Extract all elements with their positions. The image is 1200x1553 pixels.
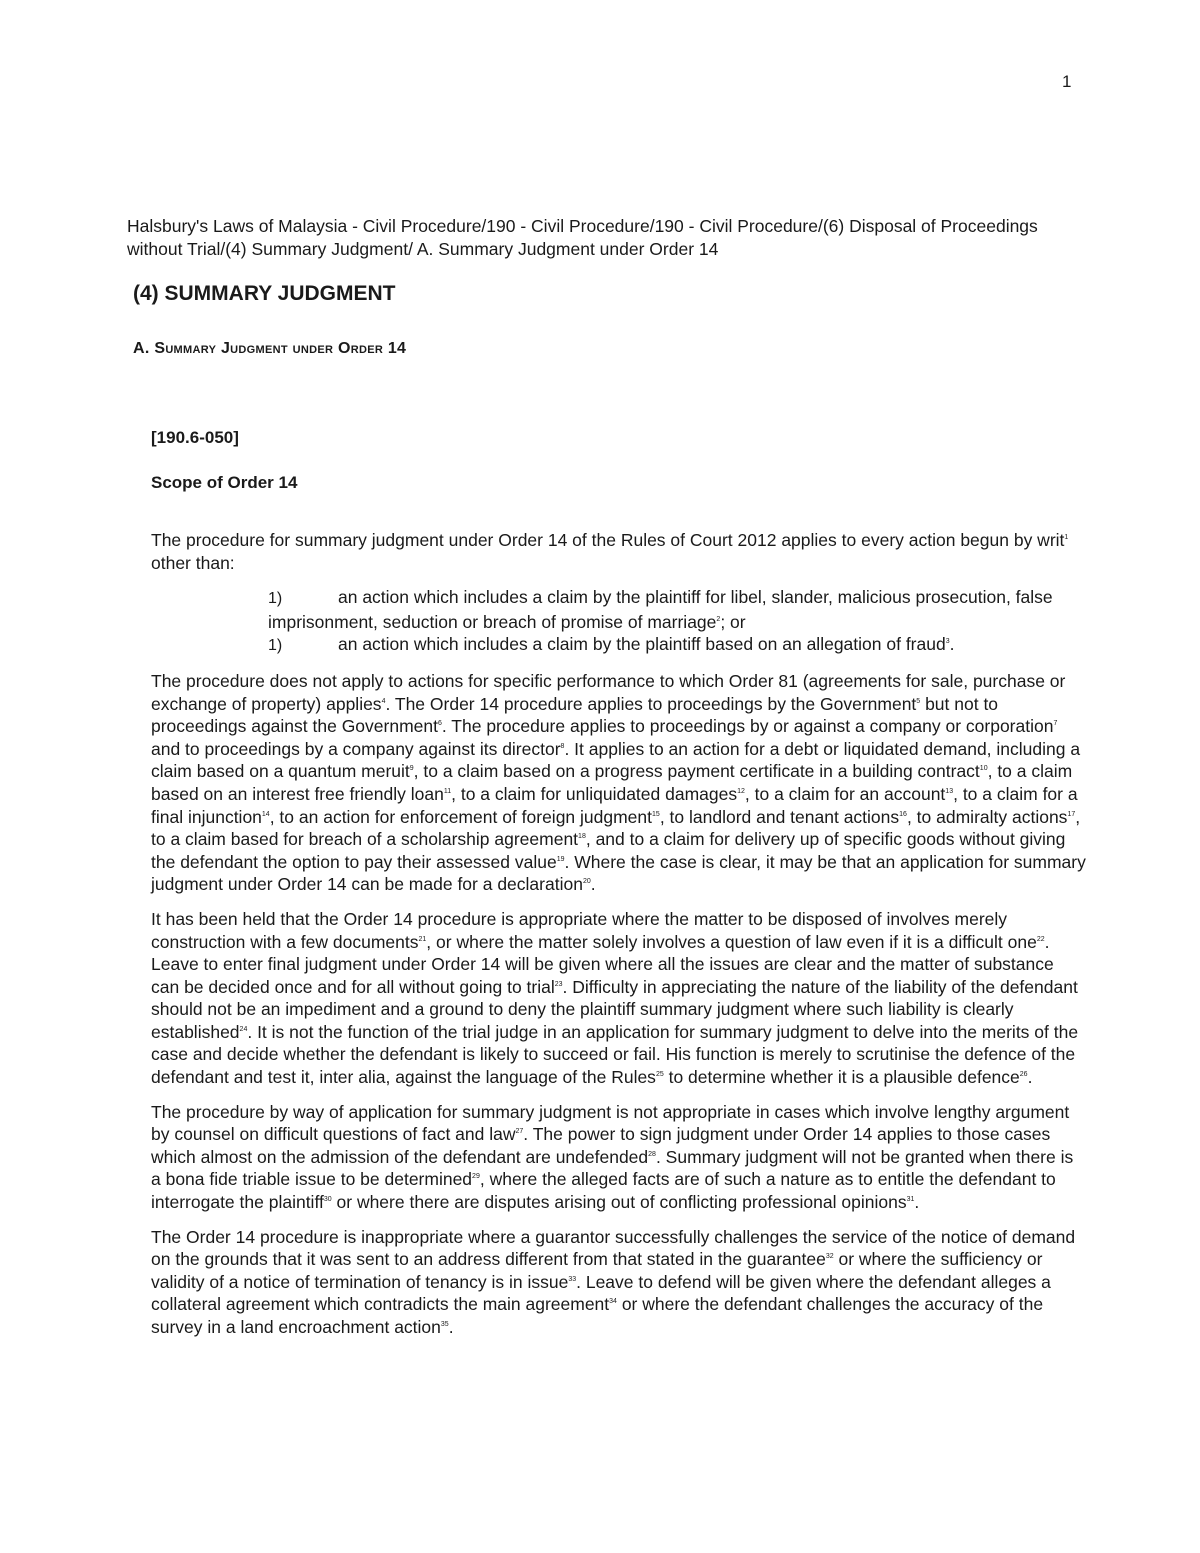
paragraph-text: .	[914, 1192, 920, 1213]
paragraph-id: [190.6-050]	[151, 428, 239, 447]
list-number: 1)	[268, 590, 283, 608]
list-item	[268, 633, 1086, 658]
paragraph-text: , where the alleged facts are of such a nature as to entitle the defendant to interrogate the plaintiff	[151, 1169, 1056, 1213]
body-paragraphs	[151, 670, 1086, 1339]
paragraph-text: , to a claim for an account	[744, 783, 946, 804]
list-item	[268, 586, 1086, 633]
paragraph-text: .	[590, 874, 596, 895]
body-text	[151, 529, 1086, 1351]
paragraph-text: .	[1027, 1067, 1033, 1088]
paragraph-text: , to a claim based on an interest free friendly loan	[151, 761, 1073, 804]
list-item-tail: ; or	[720, 611, 746, 632]
footnote-ref[interactable]: 22	[1036, 935, 1045, 943]
body-paragraph	[151, 1226, 1086, 1339]
footnote-ref[interactable]: 20	[582, 878, 591, 886]
footnote-ref[interactable]: 6	[437, 720, 442, 728]
paragraph-text: or where the sufficiency or validity of a notice of termination of tenancy is in issue	[151, 1249, 1043, 1292]
paragraph-text: . Leave to defend will be given where the defendant alleges a collateral agreement which contradicts the main agreement	[151, 1271, 1051, 1315]
body-paragraph	[151, 908, 1086, 1089]
body-paragraph	[151, 1101, 1086, 1214]
paragraph-text: . Difficulty in appreciating the nature of the liability of the defendant should not be an impediment and a ground to deny the plaintiff summary judgment where such liability is clearly established	[151, 976, 1078, 1042]
footnote-ref[interactable]: 13	[945, 788, 954, 796]
footnote-ref[interactable]: 31	[906, 1196, 915, 1204]
footnote-ref[interactable]: 17	[1067, 810, 1076, 818]
breadcrumb: Halsbury's Laws of Malaysia - Civil Procedure/190 - Civil Procedure/190 - Civil Procedure/(6) Disposal of Proceedings without Trial/(4) Summary Judgment/ A. Summary Judgment under Order 14	[127, 216, 1038, 259]
paragraph-text: The procedure does not apply to actions for specific performance to which Order 81 (agreements for sale, purchase or exchange of property) applies	[151, 670, 1066, 714]
paragraph-text: The procedure by way of application for summary judgment is not appropriate in cases which involve lengthy argument by counsel on difficult questions of fact and law	[151, 1101, 1070, 1145]
paragraph-text: The Order 14 procedure is inappropriate where a guarantor successfully challenges the service of the notice of demand on the grounds that it was sent to an address different from that stated in the guarantee	[151, 1226, 1076, 1270]
paragraph-text: , to landlord and tenant actions	[659, 806, 900, 827]
footnote-ref[interactable]: 24	[239, 1026, 248, 1034]
page-number: 1	[1062, 72, 1072, 91]
footnote-ref[interactable]: 5	[916, 697, 921, 705]
paragraph-text: , to admiralty actions	[906, 806, 1068, 827]
paragraph-text: . Summary judgment will not be granted when there is a bona fide triable issue to be determined	[151, 1146, 1074, 1190]
paragraph-text: or where there are disputes arising out of conflicting professional opinions	[331, 1192, 907, 1213]
paragraph-text: and to proceedings by a company against its director	[151, 738, 561, 759]
footnote-ref[interactable]: 35	[440, 1321, 449, 1329]
footnote-ref[interactable]: 23	[554, 980, 563, 988]
paragraph-text: It has been held that the Order 14 procedure is appropriate where the matter to be disposed of involves merely construction with a few documents	[151, 908, 1008, 952]
list-number: 1)	[268, 637, 283, 655]
paragraph-text: . The Order 14 procedure applies to proceedings by the Government	[385, 693, 917, 714]
footnote-ref[interactable]: 33	[568, 1275, 577, 1283]
footnote-ref[interactable]: 34	[609, 1298, 617, 1306]
subsection-title: A. Summary Judgment under Order 14	[133, 340, 407, 357]
paragraph-text: , to a claim for unliquidated damages	[451, 783, 738, 804]
paragraph-text: , to a claim based on a progress payment certificate in a building contract	[413, 761, 980, 782]
paragraph-text: , and to a claim for delivery up of specific goods without giving the defendant the option to pay their assessed value	[151, 829, 1066, 872]
section-title: (4) SUMMARY JUDGMENT	[133, 282, 396, 305]
footnote-ref[interactable]: 30	[323, 1196, 332, 1204]
body-paragraph	[151, 670, 1086, 896]
paragraph-text: . It is not the function of the trial judge in an application for summary judgment to delve into the merits of the case and decide whether the defendant is likely to succeed or fail. His function is merely to scrutinise the defence of the defendant and test it, inter alia, against the language of the Rules	[151, 1021, 1079, 1088]
footnote-ref[interactable]: 12	[737, 788, 745, 796]
footnote-ref[interactable]: 28	[648, 1151, 656, 1159]
footnote-ref[interactable]: 11	[443, 788, 452, 796]
footnote-ref[interactable]: 29	[472, 1173, 480, 1181]
footnote-ref[interactable]: 18	[578, 833, 586, 841]
paragraph-text: . The procedure applies to proceedings by or against a company or corporation	[441, 716, 1054, 737]
footnote-ref[interactable]: 14	[261, 810, 270, 818]
paragraph-text: . Leave to enter final judgment under Order 14 will be given where all the issues are clear and the matter of substance can be decided once and for all without going to trial	[151, 931, 1054, 997]
footnote-ref[interactable]: 25	[655, 1071, 664, 1079]
paragraph-text: , to an action for enforcement of foreign judgment	[269, 806, 653, 827]
intro-paragraph	[151, 529, 1086, 574]
list-item-tail: .	[949, 634, 955, 655]
footnote-ref[interactable]: 19	[556, 855, 565, 863]
footnote-ref[interactable]: 26	[1019, 1071, 1028, 1079]
footnote-ref[interactable]: 8	[560, 742, 565, 750]
paragraph-text: to determine whether it is a plausible defence	[663, 1067, 1020, 1088]
footnote-ref[interactable]: 9	[409, 765, 414, 773]
footnote-ref[interactable]: 10	[979, 765, 988, 773]
footnote-ref[interactable]: 16	[899, 810, 907, 818]
intro-tail: other than:	[151, 552, 235, 573]
paragraph-text: , to a claim for a final injunction	[151, 783, 1078, 827]
paragraph-heading: Scope of Order 14	[151, 473, 298, 492]
footnote-ref[interactable]: 32	[825, 1253, 834, 1261]
paragraph-text: , or where the matter solely involves a question of law even if it is a difficult one	[426, 931, 1037, 952]
footnote-ref[interactable]: 4	[381, 697, 386, 705]
paragraph-text: . Where the case is clear, it may be that an application for summary judgment under Order 14 can be made for a declaration	[151, 851, 1086, 895]
list-item-text: an action which includes a claim by the plaintiff based on an allegation of fraud	[338, 634, 946, 655]
footnote-ref[interactable]: 1	[1064, 534, 1069, 542]
exclusions-list	[268, 586, 1086, 658]
footnote-ref[interactable]: 7	[1053, 720, 1058, 728]
paragraph-text: or where the defendant challenges the accuracy of the survey in a land encroachment action	[151, 1294, 1044, 1337]
footnote-ref[interactable]: 27	[515, 1128, 524, 1136]
footnote-ref[interactable]: 21	[418, 935, 427, 943]
paragraph-text: . The power to sign judgment under Order 14 applies to those cases which almost on the admission of the defendant are undefended	[151, 1124, 1051, 1167]
intro-text: The procedure for summary judgment under Order 14 of the Rules of Court 2012 applies to every action begun by writ	[151, 530, 1065, 550]
footnote-ref[interactable]: 3	[945, 638, 950, 646]
footnote-ref[interactable]: 15	[652, 810, 660, 818]
paragraph-text: . It applies to an action for a debt or liquidated demand, including a claim based on a quantum meruit	[151, 738, 1081, 782]
paragraph-text: , to a claim based for breach of a scholarship agreement	[151, 806, 1081, 850]
list-item-text: an action which includes a claim by the plaintiff for libel, slander, malicious prosecution, false imprisonment, seduction or breach of promise of marriage	[268, 587, 1053, 632]
paragraph-text: but not to proceedings against the Government	[151, 693, 999, 737]
paragraph-text: .	[448, 1317, 454, 1337]
footnote-ref[interactable]: 2	[716, 615, 721, 623]
